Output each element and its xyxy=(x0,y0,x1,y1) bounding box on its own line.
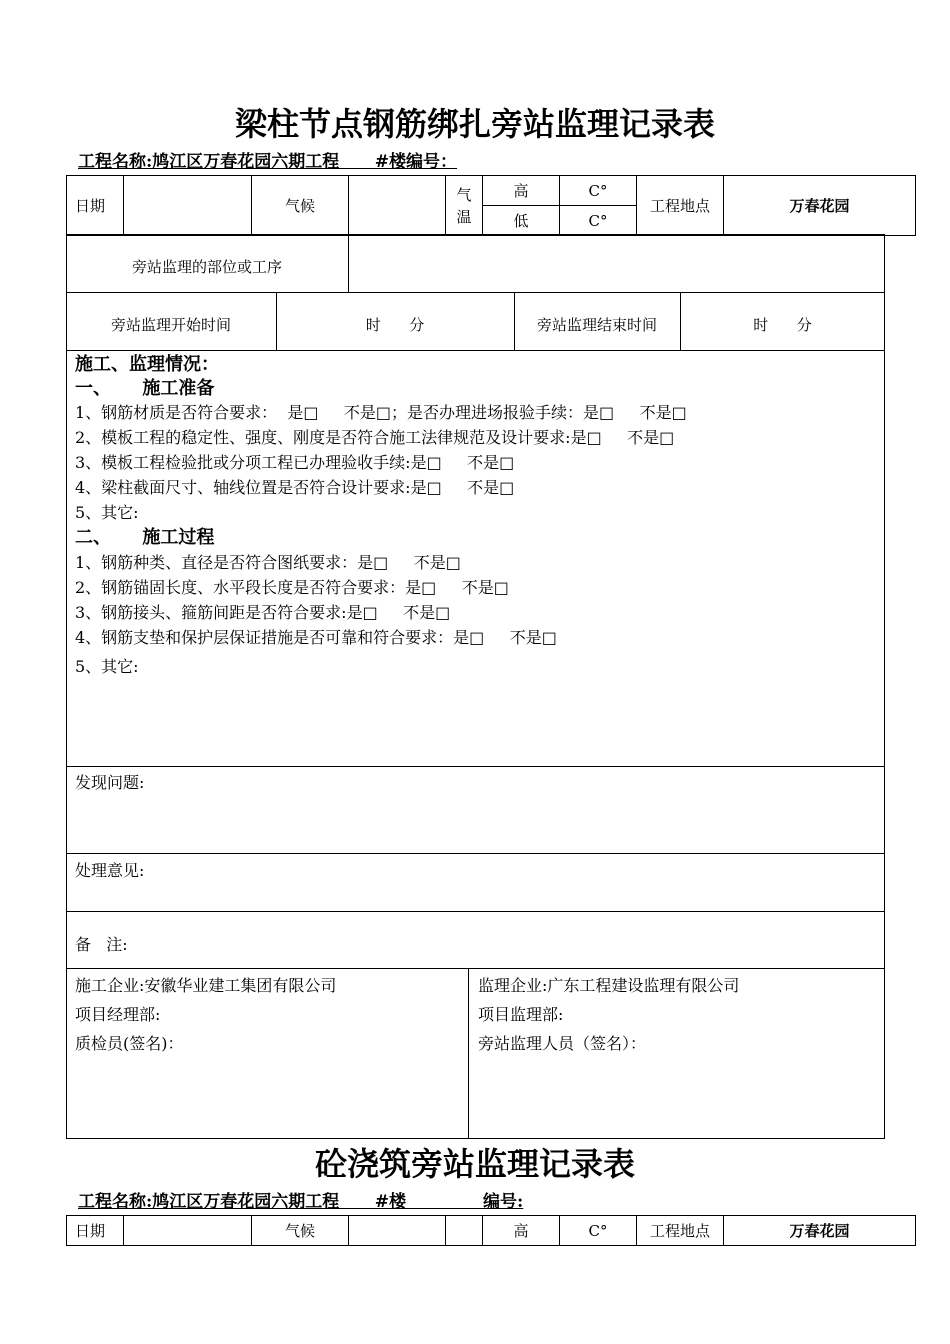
site-value: 万春花园 xyxy=(724,176,916,236)
end-time-value[interactable]: 时 分 xyxy=(753,316,812,334)
section-title: 施工、监理情况： xyxy=(75,354,219,375)
form2-temp-label xyxy=(446,1216,483,1246)
section1-item-5: 5、其它: xyxy=(75,503,139,522)
contractor-company: 施工企业:安徽华业建工集团有限公司 xyxy=(75,976,337,995)
weather-label: 气候 xyxy=(252,176,349,236)
remarks-label: 备 注: xyxy=(75,935,128,954)
form2-temp-high-label: 高 xyxy=(483,1216,560,1246)
date-value[interactable] xyxy=(124,176,252,236)
form2-date-label: 日期 xyxy=(67,1216,124,1246)
contractor-dept: 项目经理部: xyxy=(75,1005,161,1024)
form2-temp-high-unit[interactable]: C° xyxy=(560,1216,637,1246)
form2-site-label: 工程地点 xyxy=(637,1216,724,1246)
end-time-label: 旁站监理结束时间 xyxy=(536,316,657,334)
supervisor-person-signature[interactable]: 旁站监理人员（签名）： xyxy=(478,1034,647,1053)
form2-weather-label: 气候 xyxy=(252,1216,349,1246)
temp-low-label: 低 xyxy=(483,206,560,236)
form1-title: 梁柱节点钢筋绑扎旁站监理记录表 xyxy=(234,105,715,143)
date-label: 日期 xyxy=(67,176,124,236)
section2-item-2: 2、钢筋锚固长度、水平段长度是否符合要求：是□ 不是□ xyxy=(75,578,509,597)
form2-weather-value[interactable] xyxy=(349,1216,446,1246)
form2-site-value: 万春花园 xyxy=(724,1216,916,1246)
start-time-value[interactable]: 时 分 xyxy=(365,316,425,334)
contractor-inspector-signature[interactable]: 质检员(签名)： xyxy=(75,1034,184,1053)
temp-high-unit[interactable]: C° xyxy=(560,176,637,206)
part-label: 旁站监理的部位或工序 xyxy=(131,258,282,276)
form2-subtitle: 工程名称:鸠江区万春花园六期工程 #楼 编号: xyxy=(78,1192,524,1212)
section1-item-3: 3、模板工程检验批或分项工程已办理验收手续:是□ 不是□ xyxy=(75,453,515,472)
form2-title: 砼浇筑旁站监理记录表 xyxy=(314,1145,635,1183)
section2-item-3: 3、钢筋接头、箍筋间距是否符合要求:是□ 不是□ xyxy=(75,603,451,622)
site-label: 工程地点 xyxy=(637,176,724,236)
opinion-label: 处理意见: xyxy=(75,861,145,880)
supervisor-company: 监理企业:广东工程建设监理有限公司 xyxy=(478,976,740,995)
section1-item-1: 1、钢筋材质是否符合要求： 是□ 不是□；是否办理进场报验手续：是□ 不是□ xyxy=(75,403,687,422)
form1-info-table xyxy=(66,175,916,236)
form2-date-value[interactable] xyxy=(124,1216,252,1246)
section1-item-4: 4、梁柱截面尺寸、轴线位置是否符合设计要求:是□ 不是□ xyxy=(75,478,515,497)
supervisor-dept: 项目监理部: xyxy=(478,1005,564,1024)
form2-info-table xyxy=(66,1215,916,1246)
section2-title: 二、 施工过程 xyxy=(75,527,215,548)
section1-item-2: 2、模板工程的稳定性、强度、刚度是否符合施工法律规范及设计要求:是□ 不是□ xyxy=(75,428,675,447)
temp-low-unit[interactable]: C° xyxy=(560,206,637,236)
section2-item-4: 4、钢筋支垫和保护层保证措施是否可靠和符合要求：是□ 不是□ xyxy=(75,628,557,647)
section2-item-1: 1、钢筋种类、直径是否符合图纸要求：是□ 不是□ xyxy=(75,553,461,572)
start-time-label: 旁站监理开始时间 xyxy=(110,316,231,334)
weather-value[interactable] xyxy=(349,176,446,236)
temp-label: 气 温 xyxy=(446,176,483,236)
temp-high-label: 高 xyxy=(483,176,560,206)
form1-subtitle: 工程名称:鸠江区万春花园六期工程 #楼编号： xyxy=(78,152,458,172)
section2-item-5: 5、其它: xyxy=(75,657,139,676)
section1-title: 一、 施工准备 xyxy=(75,378,215,399)
problems-label: 发现问题: xyxy=(75,773,145,792)
